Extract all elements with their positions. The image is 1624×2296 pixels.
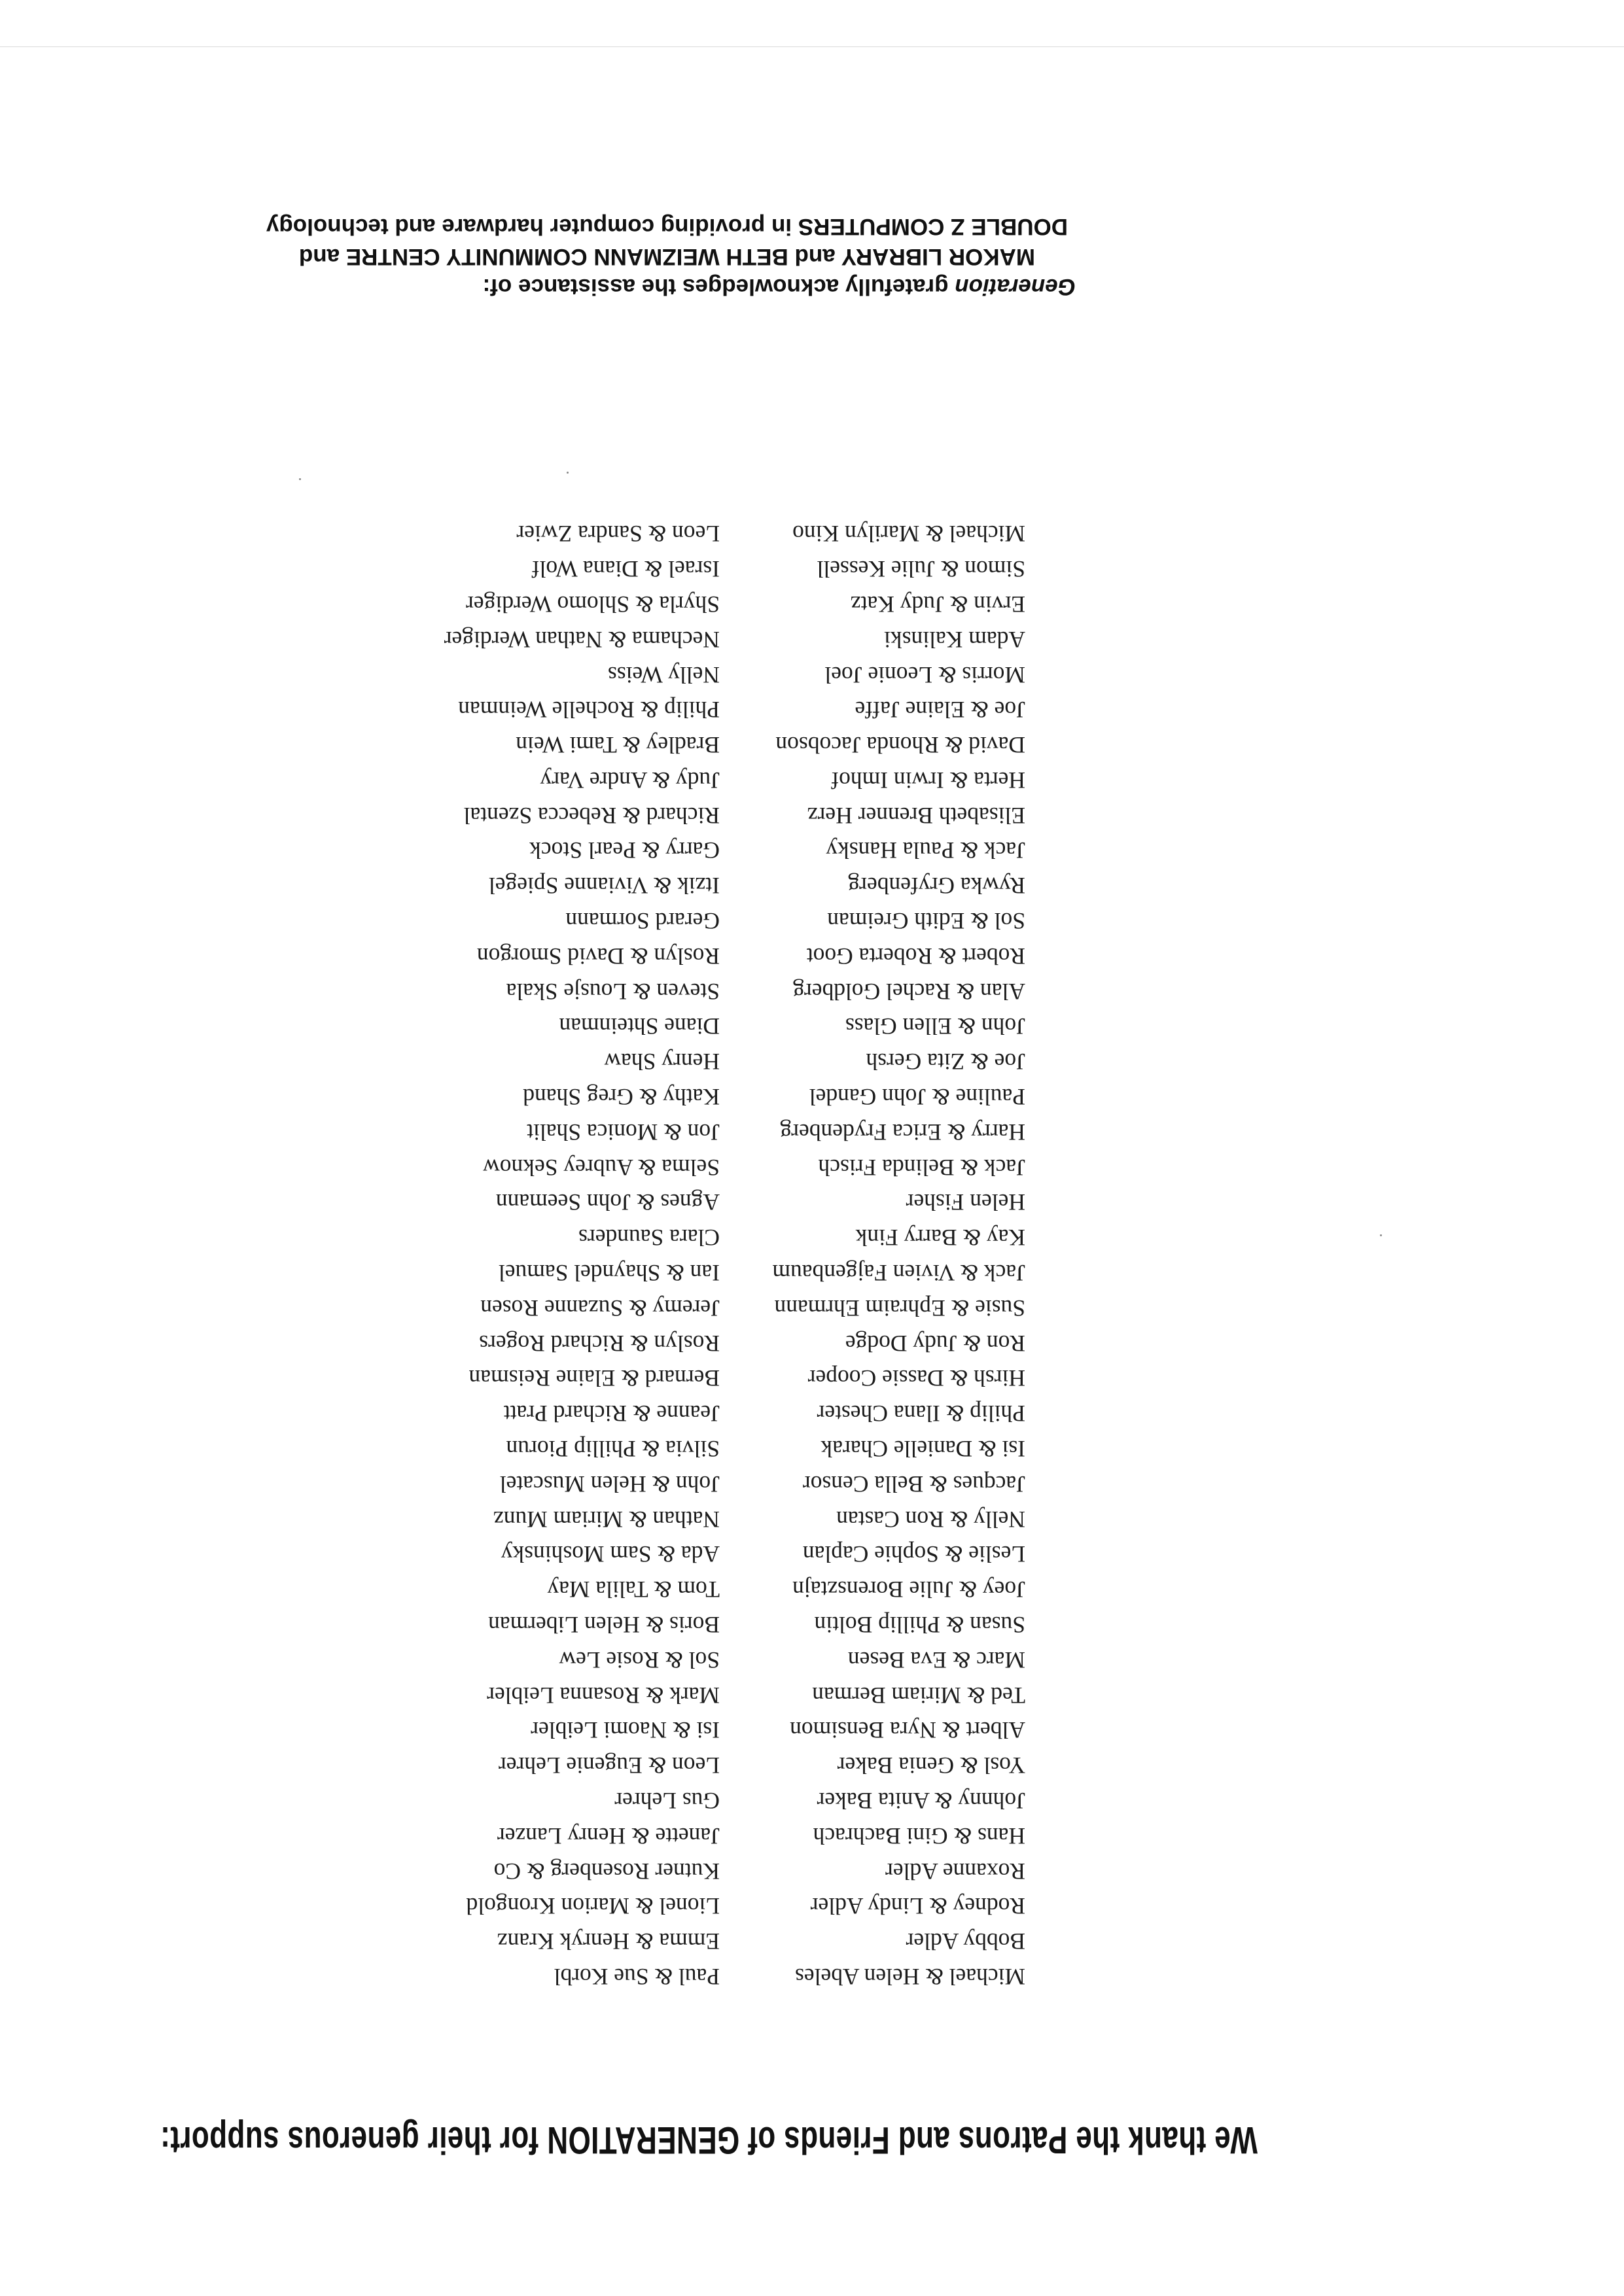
patron-name: Gerard Sormann: [565, 908, 720, 935]
patron-name: Nelly Weiss: [607, 661, 720, 688]
patron-name: Ron & Judy Dodge: [845, 1330, 1025, 1357]
patron-name: Marc & Eva Besen: [847, 1646, 1025, 1673]
patron-name: Jeremy & Suzanne Rosen: [480, 1295, 720, 1321]
patron-name: Judy & Andre Vary: [540, 767, 720, 793]
patron-name: Tom & Talila May: [547, 1576, 720, 1603]
patron-name: Kutner Rosenberg & Co: [493, 1858, 720, 1885]
patron-name: Adam Kalinski: [884, 626, 1025, 653]
patron-name: Susie & Ephraim Ehrmann: [774, 1295, 1025, 1321]
patron-name: Kay & Barry Fink: [855, 1225, 1025, 1251]
patron-name: Roslyn & Richard Rogers: [479, 1330, 720, 1357]
acknowledgement-technology: DOUBLE Z COMPUTERS in providing computer hardware and technology: [266, 214, 1068, 239]
patron-list: [0, 450, 1624, 1994]
patron-name: Jack & Paula Hansky: [826, 837, 1025, 864]
patron-name: Nathan & Miriam Munz: [493, 1506, 720, 1533]
patron-column-right: [444, 516, 720, 1994]
patron-name: Isi & Naomi Leibler: [531, 1717, 720, 1744]
patron-name: Garry & Pearl Stock: [529, 837, 720, 864]
patron-name: Joe & Elaine Jaffe: [855, 697, 1025, 723]
patron-name: Gus Lehrer: [614, 1788, 720, 1815]
patron-name: Philip & Ilana Chester: [817, 1400, 1025, 1427]
scan-speck: [1380, 1234, 1382, 1236]
patron-name: Steven & Lousje Skala: [506, 978, 720, 1005]
patron-name: Alan & Rachel Goldberg: [792, 978, 1025, 1005]
patron-name: Leslie & Sophie Caplan: [802, 1541, 1025, 1568]
patron-name: Jon & Monica Shalit: [527, 1119, 720, 1145]
patron-name: Mark & Rosanna Leibler: [487, 1682, 720, 1709]
patron-name: Shyrla & Shlomo Werdiger: [466, 591, 720, 617]
patron-name: Diane Shteinman: [559, 1013, 720, 1040]
patron-name: Jack & Vivien Fajgenbaum: [772, 1260, 1025, 1287]
patron-name: Jack & Belinda Frisch: [818, 1154, 1025, 1181]
patron-name: Morris & Leonie Joel: [824, 661, 1025, 688]
patron-name: Paul & Sue Korbl: [554, 1964, 720, 1990]
patron-name: Roslyn & David Smorgon: [476, 943, 720, 969]
patron-name: Clara Saunders: [578, 1225, 720, 1251]
patron-name: Helen Fisher: [906, 1189, 1025, 1216]
patron-name: Harry & Erica Frydenberg: [780, 1119, 1025, 1145]
patron-name: Ervin & Judy Katz: [850, 591, 1025, 617]
patron-name: Leon & Sandra Zwier: [516, 521, 720, 548]
scan-speck: [299, 478, 301, 480]
patron-name: Richard & Rebecca Szental: [463, 802, 720, 829]
patron-name: Nechama & Nathan Werdiger: [444, 626, 720, 653]
patron-name: Joe & Zita Gersh: [866, 1049, 1025, 1075]
patron-name: Herta & Irwin Imhof: [831, 767, 1025, 793]
patron-name: Sol & Rosie Lew: [559, 1646, 720, 1673]
patron-name: Rodney & Lindy Adler: [810, 1893, 1025, 1920]
patron-name: Boris & Helen Liberman: [488, 1612, 720, 1639]
patron-name: Ted & Miriam Berman: [812, 1682, 1025, 1709]
patron-name: Johnny & Anita Baker: [817, 1788, 1025, 1815]
patron-name: Rywka Gryfenberg: [848, 873, 1025, 899]
patron-name: Emma & Henryk Kranz: [497, 1928, 720, 1955]
patron-name: Lionel & Marion Krongold: [466, 1893, 720, 1920]
patron-name: Michael & Marilyn Kino: [792, 521, 1025, 548]
patron-name: Sol & Edith Greiman: [827, 908, 1025, 935]
patron-name: Jeanne & Richard Pratt: [503, 1400, 720, 1427]
publication-name: Generation: [955, 274, 1076, 300]
patron-name: Elisabeth Brenner Herz: [807, 802, 1025, 829]
page-heading: We thank the Patrons and Friends of GENERATION for their generous support:: [160, 2119, 1258, 2161]
patron-name: Bradley & Tami Wein: [516, 732, 720, 759]
patron-name: Ian & Shayndel Samuel: [498, 1260, 720, 1287]
patron-name: Joey & Julie Borensztajn: [792, 1576, 1025, 1603]
patron-name: Yosl & Genia Baker: [837, 1752, 1025, 1779]
patron-name: Hirsh & Dassie Cooper: [807, 1365, 1025, 1392]
patron-name: Itzik & Vivianne Spiegel: [488, 873, 720, 899]
patron-name: Susan & Phillip Boltin: [814, 1612, 1025, 1639]
patron-name: Leon & Eugenie Lehrer: [498, 1752, 720, 1779]
patron-name: Bobby Adler: [906, 1928, 1025, 1955]
patron-name: Ada & Sam Moshinsky: [501, 1541, 720, 1568]
patron-name: John & Ellen Glass: [845, 1013, 1025, 1040]
patron-name: Jacques & Bella Censor: [802, 1470, 1025, 1497]
patron-name: Israel & Diana Wolf: [531, 556, 720, 583]
patron-name: Henry Shaw: [604, 1049, 720, 1075]
patron-name: David & Rhonda Jacobson: [775, 732, 1025, 759]
patron-name: Albert & Nyra Bensimon: [790, 1717, 1025, 1744]
patron-name: Agnes & John Seemann: [495, 1189, 720, 1216]
acknowledgement-intro-text: gratefully acknowledges the assistance of:: [482, 274, 955, 300]
scan-speck: [567, 472, 569, 474]
patron-name: John & Helen Muscatel: [499, 1470, 720, 1497]
patron-name: Silvia & Phillip Piorun: [506, 1436, 720, 1463]
patron-name: Roxanne Adler: [885, 1858, 1025, 1885]
patron-name: Hans & Gini Bachrach: [813, 1822, 1025, 1849]
patron-name: Pauline & John Gandel: [809, 1084, 1025, 1111]
patron-column-left: [772, 516, 1025, 1994]
patron-name: Philip & Rochelle Weinman: [458, 697, 720, 723]
patron-name: Simon & Julie Kessell: [817, 556, 1025, 583]
scan-edge-line: [0, 46, 1624, 47]
acknowledgement-intro: [160, 271, 1076, 302]
patron-name: Isi & Danielle Charak: [821, 1436, 1025, 1463]
patron-name: Selma & Aubrey Seknow: [483, 1154, 720, 1181]
patron-name: Bernard & Elaine Reisman: [468, 1365, 720, 1392]
acknowledgement-block: [160, 211, 1076, 302]
patron-name: Janette & Henry Lanzer: [497, 1822, 720, 1849]
patron-name: Michael & Helen Abeles: [795, 1964, 1025, 1990]
patron-name: Kathy & Greg Shand: [523, 1084, 720, 1111]
patron-name: Nelly & Ron Castan: [836, 1506, 1025, 1533]
acknowledgement-sponsors: MAKOR LIBRARY and BETH WEIZMANN COMMUNITY CENTRE and: [298, 244, 1035, 270]
patron-name: Robert & Roberta Goot: [806, 943, 1025, 969]
